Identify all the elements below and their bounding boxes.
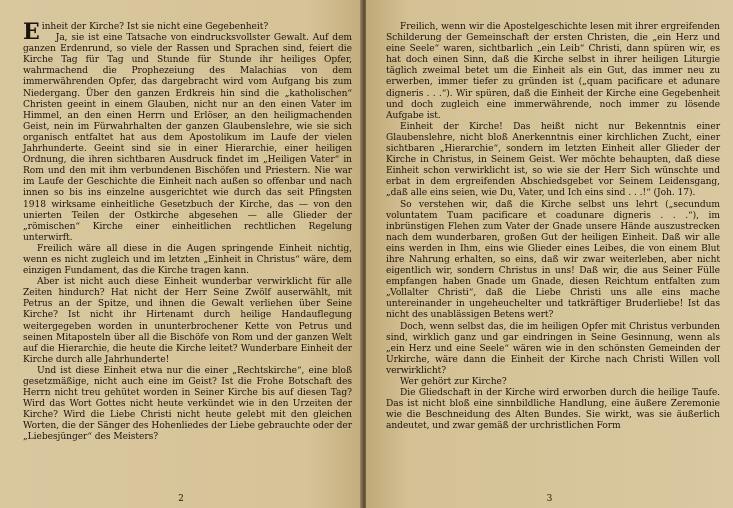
paragraph: So verstehen wir, daß die Kirche selbst uns lehrt („secundum voluntatem Tuam pacificare et coadunare digneris . . .“), im inbrünstigen Flehen zum Vater der Gnade unsere Hände auszustrecken nach dem wunderbaren, großen Gut der heiligen Einheit. Daß wir alle eins werden in Ihm, eins wie Glieder eines Leibes, die von einem Blut ihre Nahrung erhalten, so eins, daß wir zwar weiterleben, aber nicht eigentlich wir, sondern Christus in uns! Daß wir, die aus Seiner Fülle empfangen haben Gnade um Gnade, diesen Reichtum entfalten zum „Vollalter Christi“, daß die Liebe Christi uns alle eins mache untereinander in ungeheuchelter und tatkräftiger Bruderliebe! Ist das nicht des unablässigen Betens wert?: [386, 199, 720, 321]
paragraph: Freilich wäre all diese in die Augen springende Einheit nichtig, wenn es nicht zugleich und im letzten „Einheit in Christus“ wäre, dem einzigen Fundament, das die Kirche tragen kann.: [23, 243, 352, 277]
paragraph: Freilich, wenn wir die Apostelgeschichte lesen mit ihrer ergreifenden Schilderung der Gemeinschaft der ersten Christen, die „ein Herz und eine Seele“ waren, sichtbarlich „ein Leib“ Christi, dann spüren wir, es hat doch einen Sinn, daß die Kirche selbst in ihrer heiligen Liturgie täglich zweimal betet um die Einheit als ein Gut, das immer neu zu erwerben, immer tiefer zu gründen ist („quam pacificare et adunare digneris . . .“). Wir spüren, daß die Einheit der Kirche eine Gegebenheit und doch zugleich eine immerwährende, noch immer zu lösende Aufgabe ist.: [386, 22, 720, 121]
paragraph: Doch, wenn selbst das, die im heiligen Opfer mit Christus verbunden sind, wirklich ganz und gar eindringen in Seine Gesinnung, wenn als „ein Herz und eine Seele“ wären wie in den schönsten Gemeinden der Urkirche, wäre dann die Einheit der Kirche nach Christi Willen voll verwirklicht?: [386, 321, 720, 376]
paragraph: Einheit der Kirche! Das heißt nicht nur Bekenntnis einer Glaubenslehre, nicht bloß Anerkenntnis einer kirchlichen Zucht, einer sichtbaren „Hierarchie“, sondern im letzten Einheit aller Glieder der Kirche in Christus, in Seinem Geist. Wer möchte behaupten, daß diese Einheit schon verwirklicht ist, so wie sie der Herr Sich wünschte und erbat in dem ergreifenden Abschiedsgebet vor Seinem Leidensgang, „daß alle eins seien, wie Du, Vater, und Ich eins sind . . .!“ (Joh. 17).: [386, 121, 720, 199]
left-page: [0, 0, 362, 508]
paragraph: Die Gliedschaft in der Kirche wird erworben durch die heilige Taufe. Das ist nicht bloß eine sinnbildliche Handlung, eine äußere Zeremonie wie die Beschneidung des Alten Bundes. Sie wirkt, was sie äußerlich andeutet, und zwar gemäß der urchristlichen Form: [386, 388, 720, 432]
paragraph: Und ist diese Einheit etwa nur die einer „Rechtskirche“, eine bloß gesetzmäßige, nicht auch eine im Geist? Ist die Frohe Botschaft des Herrn nicht treu gehütet worden in Seiner Kirche bis auf diesen Tag? Wird das Wort Gottes nicht heute verkündet wie in den Urzeiten der Kirche? Wird die Liebe Christi nicht heute gelebt mit den gleichen Worten, die der Sänger des Hohenliedes der Liebe gebrauchte oder der „Liebesjünger“ des Meisters?: [23, 365, 352, 443]
section-heading: Wer gehört zur Kirche?: [400, 377, 507, 387]
left-page-text: [23, 19, 352, 444]
drop-cap: E: [23, 19, 40, 45]
page-number: 2: [178, 494, 184, 504]
paragraph: [23, 19, 352, 45]
page-number: 3: [546, 494, 553, 504]
right-page: [366, 0, 733, 508]
paragraph-text: inheit der Kirche? Ist sie nicht eine Gegebenheit?: [41, 22, 269, 32]
paragraph: Aber ist nicht auch diese Einheit wunderbar verwirklicht für alle Zeiten hindurch? Hat nicht der Herr Seine Zwölf auserwählt, mit Petrus an der Spitze, und ihnen die Gewalt verliehen über Seine Kirche? Ist nicht ihr Hirtenamt durch heilige Handauflegung weitergegeben worden in ununterbrochener Kette von Petrus und seinen Mitaposteln über all die Bischöfe von Rom und der ganzen Welt auf die Hierarchie, die heute die Kirche leitet? Wunderbare Einheit der Kirche durch alle Jahrhunderte!: [23, 277, 352, 365]
right-page-text: [386, 22, 720, 432]
paragraph: Ja, sie ist eine Tatsache von eindrucksvollster Gewalt. Auf dem ganzen Erdenrund, so viele der Rassen und Sprachen sind, feiert die Kirche Tag für Tag und Stunde für Stunde ihr heiliges Opfer, wahrmachend die Prophezeiung des Malachias von dem immerwährenden Opfer, das dargebracht wird vom Aufgang bis zum Niedergang. Über den ganzen Erdkreis hin sind die „katholischen“ Christen geeint in einem Glauben, nicht nur an den einen Vater im Himmel, an den einen Herrn und Erlöser, an den heiligmachenden Geist, nein im Fürwahrhalten der ganzen Glaubenslehre, wie sie sich organisch entfaltet hat aus dem Apostolikum im Laufe der vielen Jahrhunderte. Geeint sind sie in einer Hierarchie, einer heiligen Ordnung, die ihren sichtbaren Ausdruck findet im „Heiligen Vater“ in Rom und den mit ihm verbundenen Bischöfen und Priestern. Nie war im Laufe der Geschichte die Einheit nach außen so offenbar und nach innen so bis ins einzelne ausgerichtet wie durch das seit Pfingsten 1918 wirksame einheitliche Gesetzbuch der Kirche, das — von den unierten Teilen der Ostkirche abgesehen — alle Glieder der „römischen“ Kirche einer einheitlichen rechtlichen Regelung unterwirft.: [23, 33, 352, 243]
